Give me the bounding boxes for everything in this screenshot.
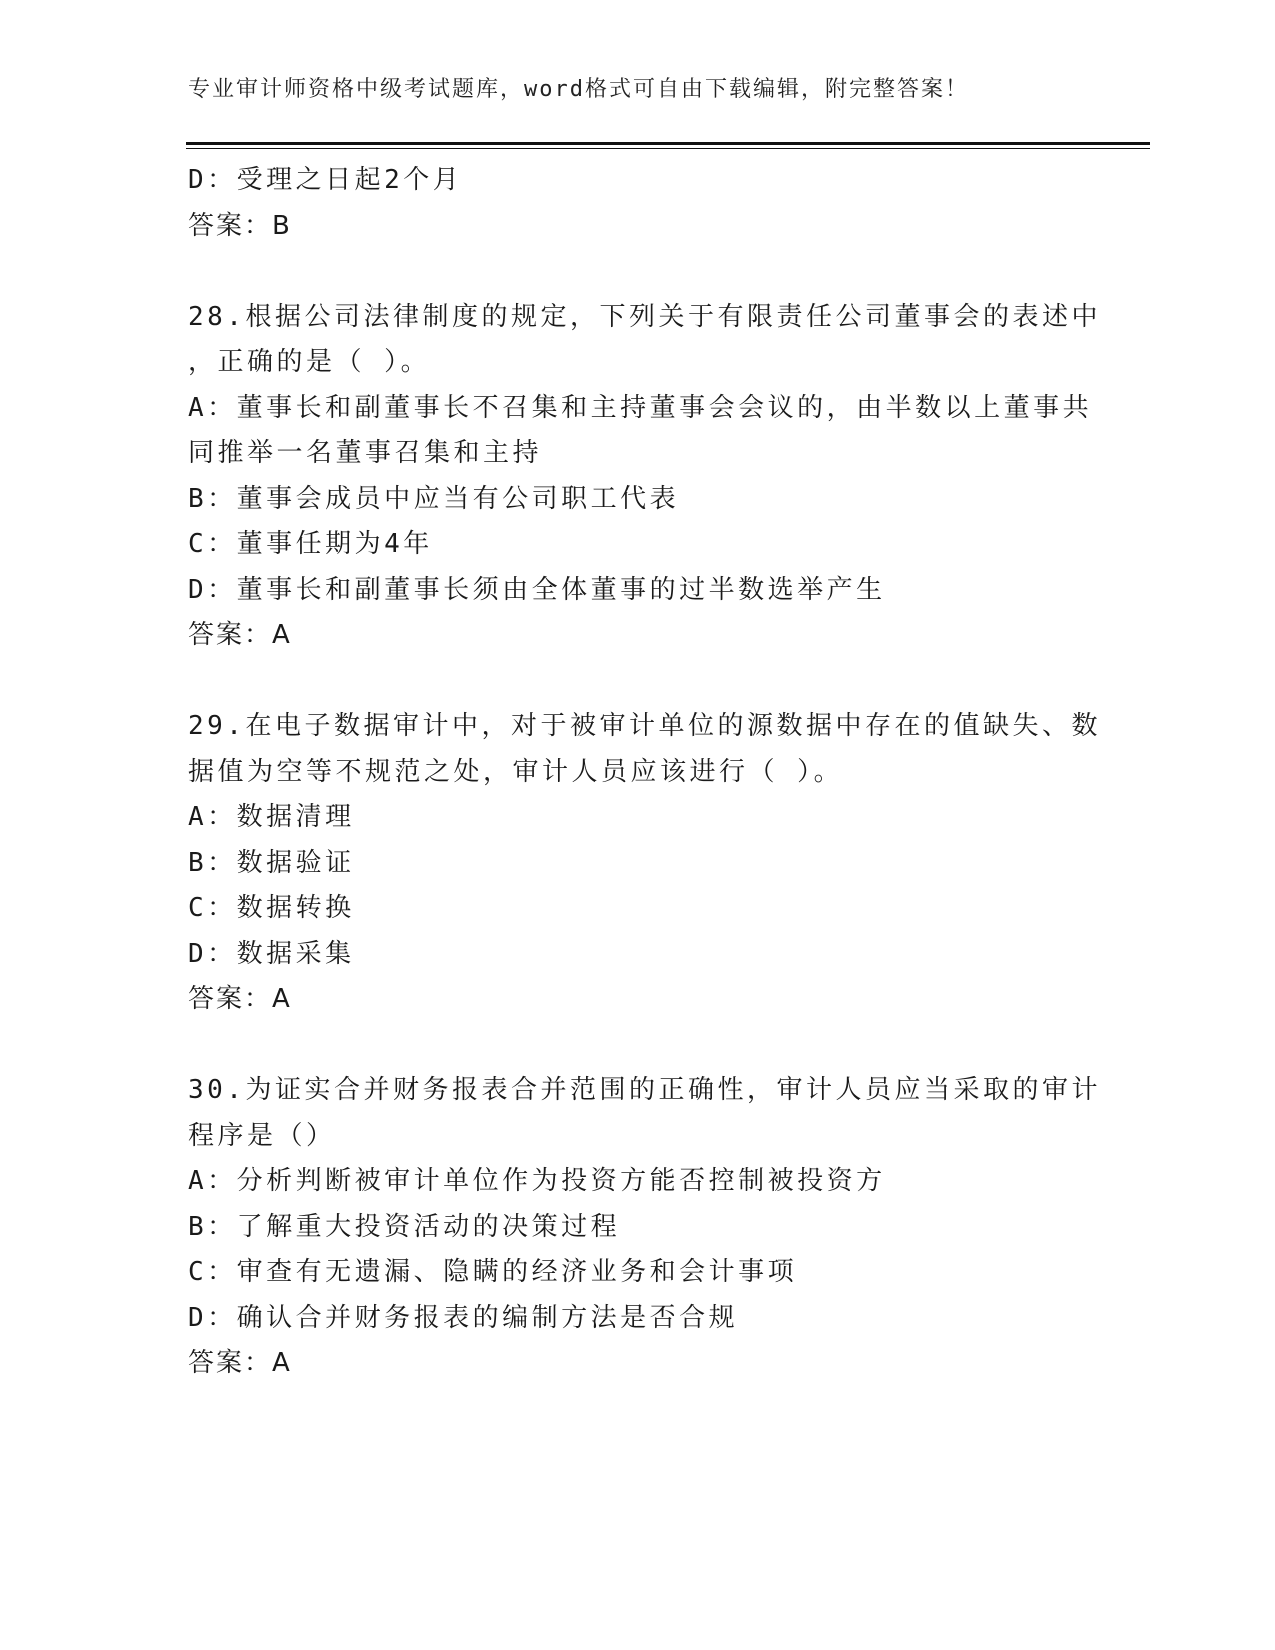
question-29: [188, 704, 1101, 1023]
option-b: B：数据验证: [188, 847, 355, 878]
question-28: [188, 295, 1101, 659]
answer-line: 答案：B: [188, 210, 292, 241]
option-a: 同推举一名董事召集和主持: [188, 438, 543, 468]
spacer: [188, 249, 1088, 295]
option-d: D：受理之日起2个月: [188, 165, 463, 195]
option-c: C：审查有无遗漏、隐瞒的经济业务和会计事项: [188, 1257, 798, 1287]
option-c: C：数据转换: [188, 893, 355, 923]
answer-line: 答案：A: [188, 984, 292, 1014]
option-a: A：数据清理: [188, 802, 355, 832]
question-stem: 程序是（）: [188, 1120, 336, 1151]
spacer: [188, 1023, 1088, 1069]
previous-question-fragment: [188, 158, 1088, 249]
answer-line: 答案：A: [188, 620, 292, 650]
option-d: D：确认合并财务报表的编制方法是否合规: [188, 1302, 739, 1333]
question-stem: 据值为空等不规范之处，审计人员应该进行（ ）。: [188, 756, 844, 787]
answer-line: 答案：A: [188, 1348, 292, 1378]
spacer: [188, 659, 1088, 705]
question-stem: 30.为证实合并财务报表合并范围的正确性，审计人员应当采取的审计: [188, 1075, 1101, 1105]
header-rule-thin: [186, 148, 1150, 149]
option-d: D：董事长和副董事长须由全体董事的过半数选举产生: [188, 574, 886, 605]
question-stem: 28.根据公司法律制度的规定，下列关于有限责任公司董事会的表述中: [188, 301, 1101, 332]
page-header: 专业审计师资格中级考试题库，word格式可自由下载编辑，附完整答案！: [188, 77, 969, 102]
header-rule-thick: [186, 142, 1150, 145]
option-a: A：分析判断被审计单位作为投资方能否控制被投资方: [188, 1166, 886, 1196]
option-b: B：董事会成员中应当有公司职工代表: [188, 483, 680, 514]
option-c: C：董事任期为4年: [188, 529, 433, 559]
option-b: B：了解重大投资活动的决策过程: [188, 1211, 621, 1242]
question-30: [188, 1068, 1101, 1387]
option-d: D：数据采集: [188, 938, 355, 969]
document-body: [188, 158, 1101, 1387]
option-a: A：董事长和副董事长不召集和主持董事会会议的，由半数以上董事共: [188, 392, 1093, 423]
question-stem: 29.在电子数据审计中，对于被审计单位的源数据中存在的值缺失、数: [188, 711, 1101, 741]
question-stem: ，正确的是（ ）。: [188, 347, 431, 377]
